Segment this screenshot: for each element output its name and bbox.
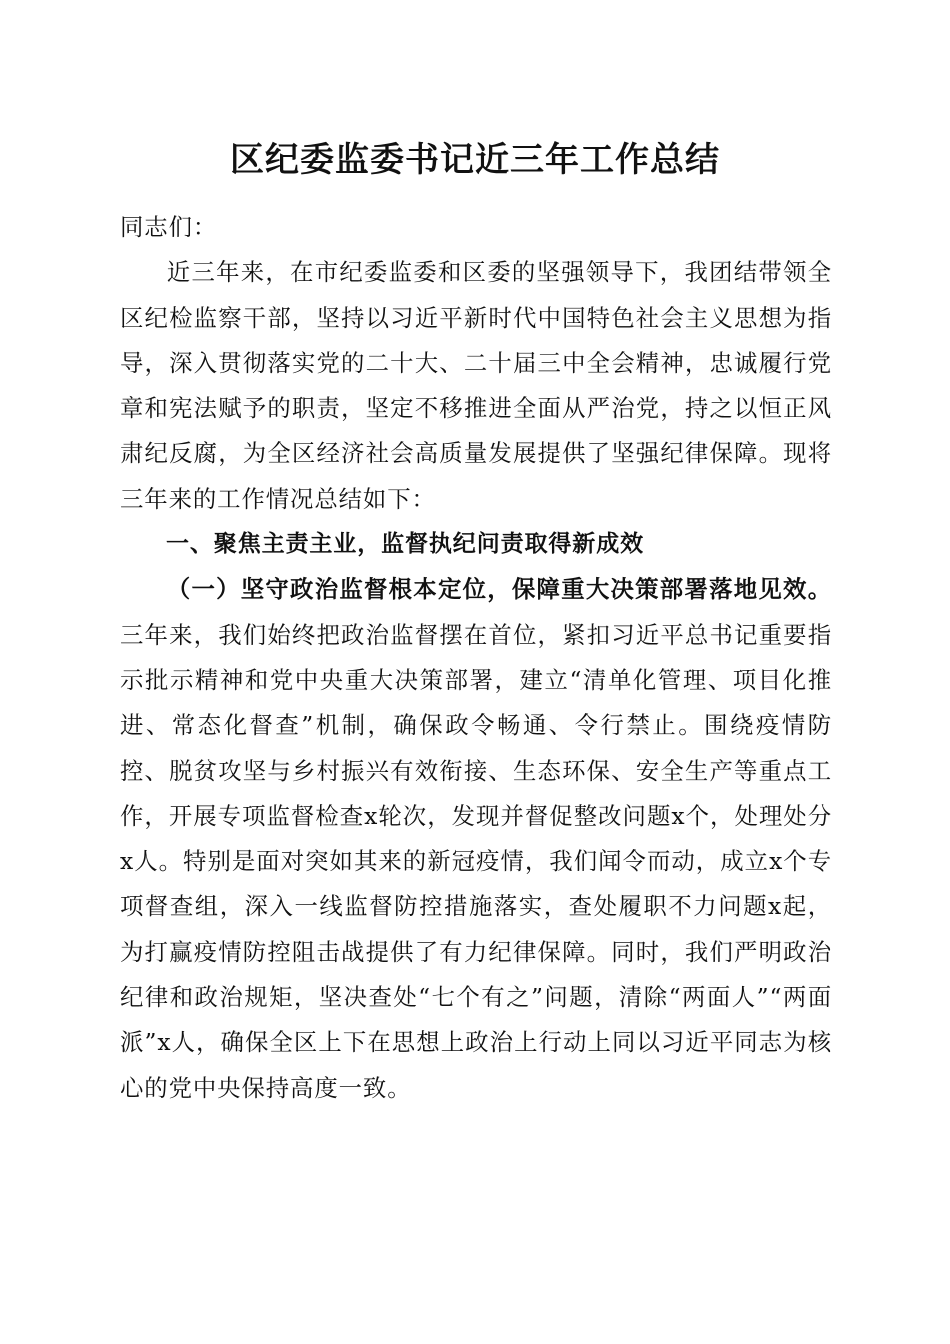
- subsection-heading-1: （一）坚守政治监督根本定位，保障重大决策部署落地见效。: [166, 575, 832, 604]
- section-heading-1: 一、聚焦主责主业，监督执纪问责取得新成效: [166, 531, 644, 558]
- document-title: 区纪委监委书记近三年工作总结: [230, 140, 720, 180]
- document-body: [120, 205, 832, 1111]
- subsection-body-1: 三年来，我们始终把政治监督摆在首位，紧扣习近平总书记重要指示批示精神和党中央重大决策部署，建立“清单化管理、项目化推进、常态化督查”机制，确保政令畅通、令行禁止。围绕疫情防控、脱贫攻坚与乡村振兴有效衔接、生态环保、安全生产等重点工作，开展专项监督检查x轮次，发现并督促整改问题x个，处理处分x人。特别是面对突如其来的新冠疫情，我们闻令而动，成立x个专项督查组，深入一线监督防控措施落实，查处履职不力问题x起，为打赢疫情防控阻击战提供了有力纪律保障。同时，我们严明政治纪律和政治规矩，坚决查处“七个有之”问题，清除“两面人”“两面派”x人，确保全区上下在思想上政治上行动上同以习近平同志为核心的党中央保持高度一致。: [120, 620, 832, 1102]
- salutation: 同志们：: [120, 213, 218, 241]
- subsection-paragraph-1: [120, 567, 832, 1111]
- intro-paragraph: 近三年来，在市纪委监委和区委的坚强领导下，我团结带领全区纪检监察干部，坚持以习近平新时代中国特色社会主义思想为指导，深入贯彻落实党的二十大、二十届三中全会精神，忠诚履行党章和宪法赋予的职责，坚定不移推进全面从严治党，持之以恒正风肃纪反腐，为全区经济社会高质量发展提供了坚强纪律保障。现将三年来的工作情况总结如下：: [120, 258, 832, 513]
